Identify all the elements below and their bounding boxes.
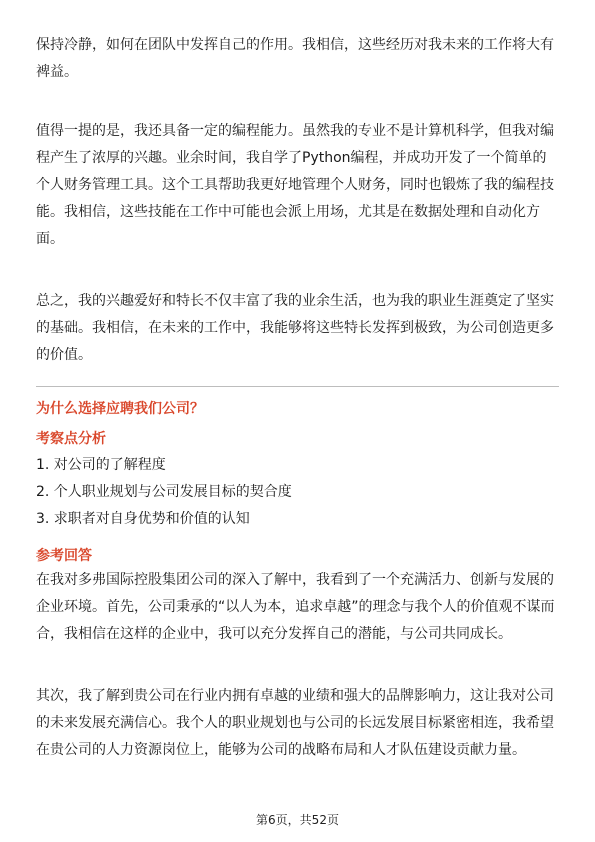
body-paragraph-1: 保持冷静，如何在团队中发挥自己的作用。我相信，这些经历对我未来的工作将大有裨益。 xyxy=(36,37,554,80)
analysis-point: 3. 求职者对自身优势和价值的认知 xyxy=(36,511,250,527)
section-divider xyxy=(36,386,559,387)
analysis-heading: 考察点分析 xyxy=(36,431,106,447)
analysis-point: 1. 对公司的了解程度 xyxy=(36,457,166,473)
body-paragraph-3: 总之，我的兴趣爱好和特长不仅丰富了我的业余生活，也为我的职业生涯奠定了坚实的基础。我相信，在未来的工作中，我能够将这些特长发挥到极致，为公司创造更多的价值。 xyxy=(36,293,554,363)
answer-heading: 参考回答 xyxy=(36,548,92,564)
body-paragraph-2: 值得一提的是，我还具备一定的编程能力。虽然我的专业不是计算机科学，但我对编程产生了浓厚的兴趣。业余时间，我自学了Python编程，并成功开发了一个简单的个人财务管理工具。这个工具帮助我更好地管理个人财务，同时也锻炼了我的编程技能。我相信，这些技能在工作中可能也会派上用场，尤其是在数据处理和自动化方面。 xyxy=(36,123,554,247)
answer-paragraph-2: 其次，我了解到贵公司在行业内拥有卓越的业绩和强大的品牌影响力，这让我对公司的未来发展充满信心。我个人的职业规划也与公司的长远发展目标紧密相连，我希望在贵公司的人力资源岗位上，能够为公司的战略布局和人才队伍建设贡献力量。 xyxy=(36,688,554,758)
answer-paragraph-1: 在我对多弗国际控股集团公司的深入了解中，我看到了一个充满活力、创新与发展的企业环境。首先，公司秉承的“以人为本，追求卓越”的理念与我个人的价值观不谋而合，我相信在这样的企业中，我可以充分发挥自己的潜能，与公司共同成长。 xyxy=(36,572,555,642)
analysis-point: 2. 个人职业规划与公司发展目标的契合度 xyxy=(36,484,292,500)
analysis-list xyxy=(36,452,292,533)
question-heading: 为什么选择应聘我们公司？ xyxy=(36,401,204,417)
page-number: 第6页，共52页 xyxy=(256,813,339,827)
